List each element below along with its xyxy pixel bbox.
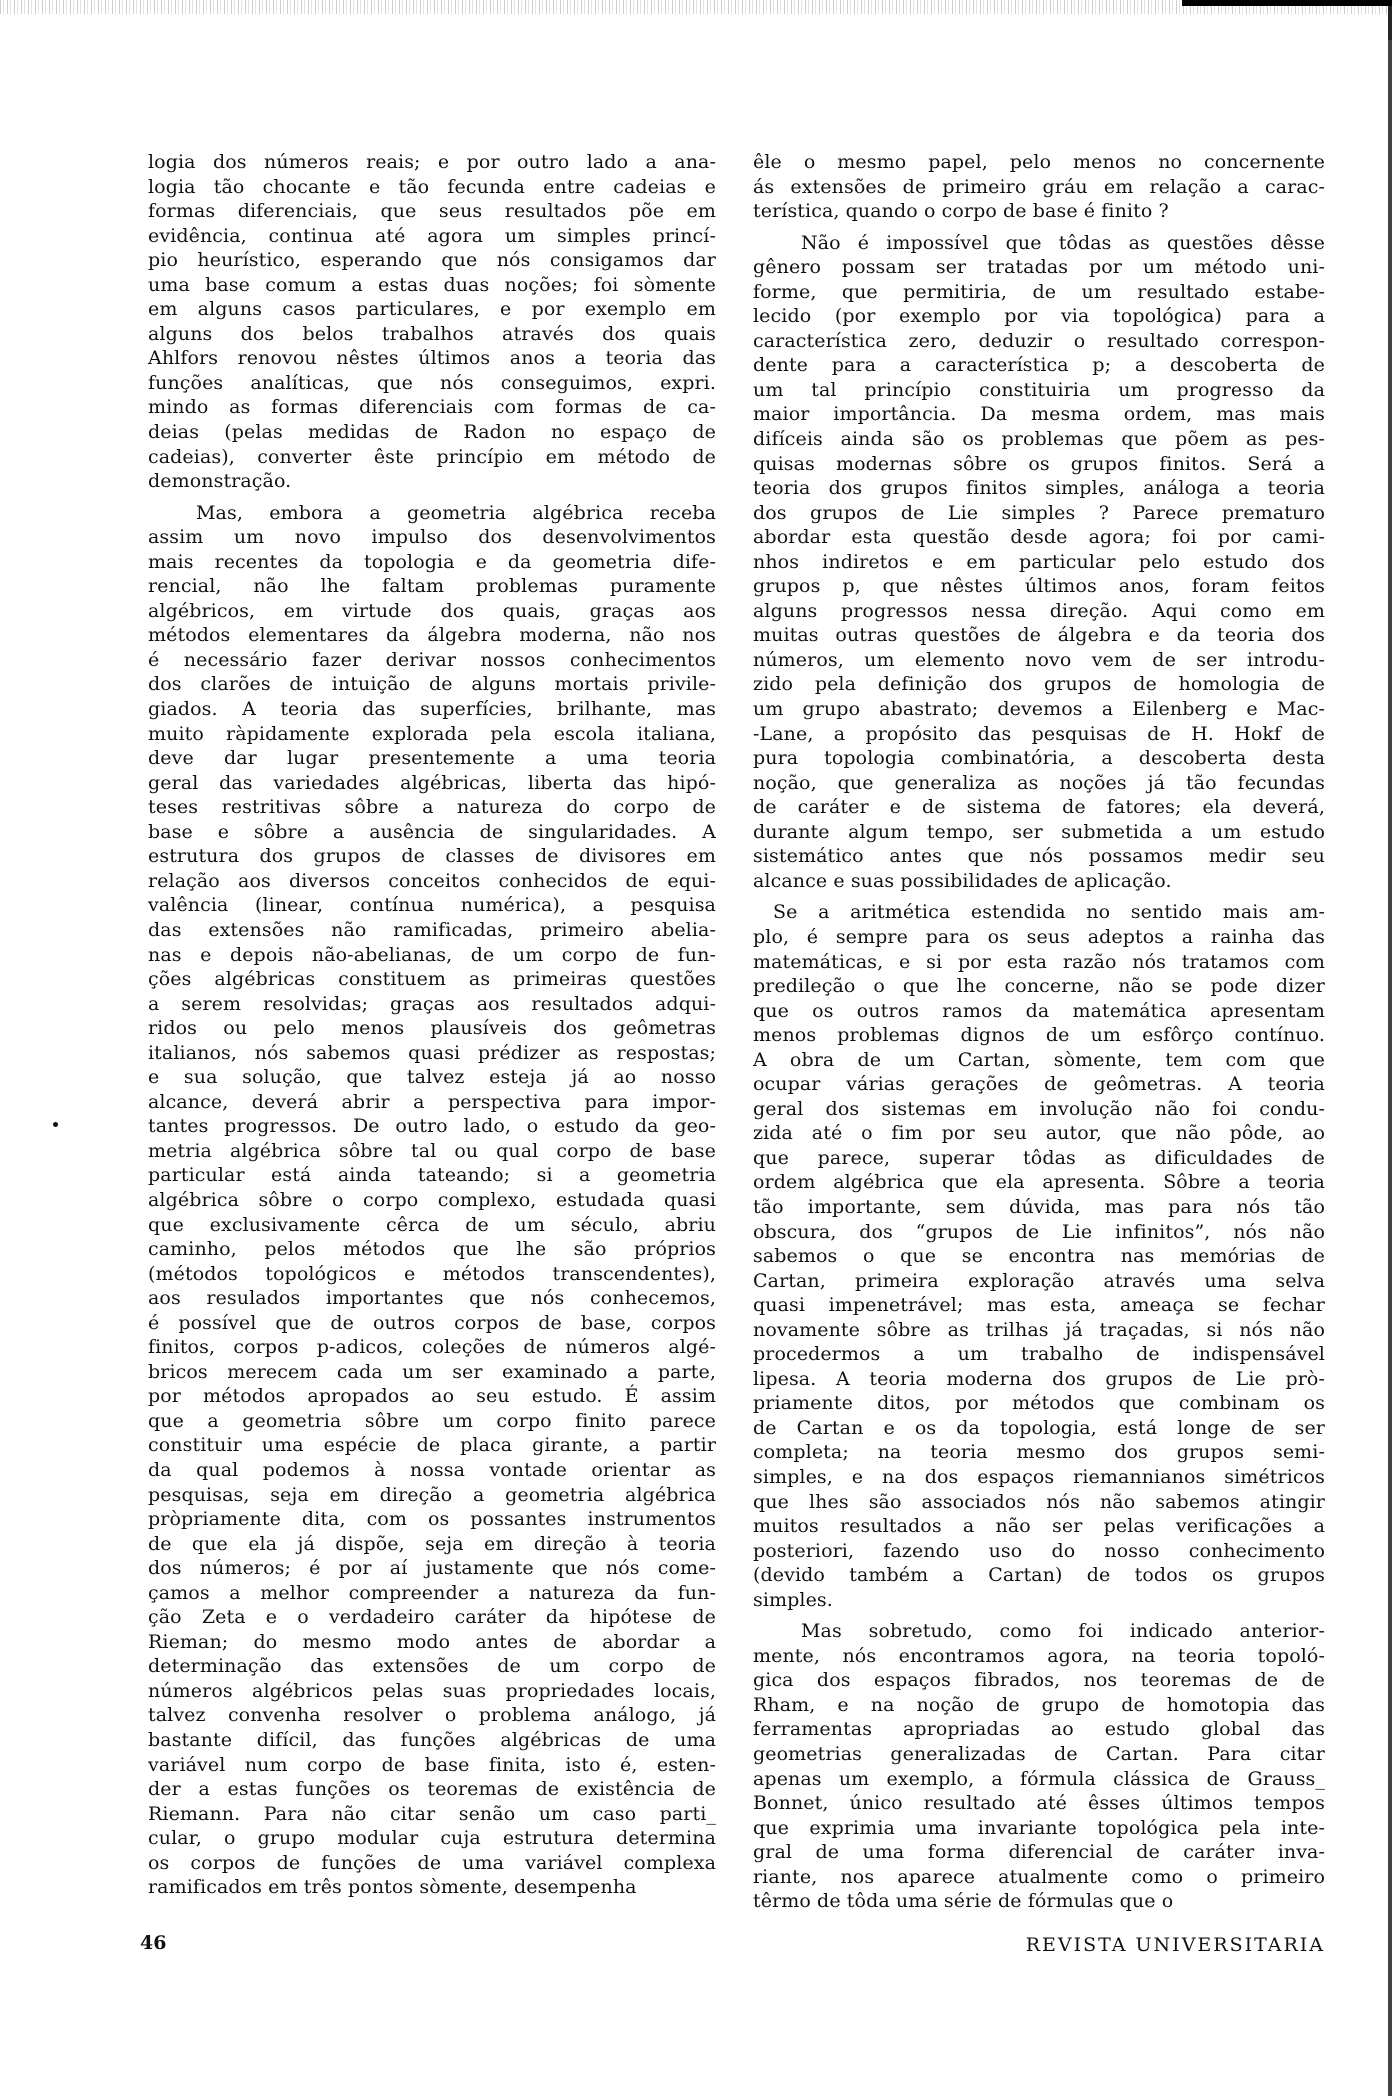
text-line: ções algébricas constituem as primeiras questões — [148, 968, 716, 991]
text-line: ocupar várias gerações de geômetras. A teoria — [753, 1073, 1325, 1096]
text-line: menos problemas dignos de um esfôrço contínuo. — [753, 1024, 1325, 1047]
text-line: por métodos apropados ao seu estudo. É assim — [148, 1385, 716, 1408]
text-line: que a geometria sôbre um corpo finito parece — [148, 1409, 716, 1432]
text-line: números, um elemento novo vem de ser introdu- — [753, 648, 1325, 671]
text-line: (métodos topológicos e métodos transcendentes), — [148, 1262, 716, 1285]
text-line: grupos p, que nêstes últimos anos, foram feitos — [753, 575, 1325, 598]
text-line: em alguns casos particulares, e por exemplo em — [148, 298, 716, 321]
scan-dark-corner — [1182, 0, 1392, 6]
text-line: simples. — [753, 1588, 833, 1611]
text-line: logia dos números reais; e por outro lado a ana- — [148, 151, 716, 173]
text-line: têrmo de tôda uma série de fórmulas que o — [753, 1890, 1174, 1913]
text-line: lecido (por exemplo por via topológica) para a — [753, 305, 1325, 328]
text-line: posteriori, fazendo uso do nosso conhecimento — [753, 1539, 1325, 1562]
text-line: alcance, deverá abrir a perspectiva para impor- — [148, 1090, 716, 1113]
paragraph — [148, 501, 716, 1900]
text-line: que parece, superar tôdas as dificuldades de — [753, 1146, 1325, 1169]
text-line: ção Zeta e o verdadeiro caráter da hipótese de — [148, 1606, 716, 1629]
text-line: êle o mesmo papel, pelo menos no concernente — [753, 151, 1325, 173]
text-line: que lhes são associados nós não sabemos atingir — [753, 1490, 1325, 1513]
text-line: que os outros ramos da matemática apresentam — [753, 999, 1325, 1022]
running-footer-journal-name: REVISTA UNIVERSITARIA — [1025, 1934, 1325, 1956]
text-line: cadeias), converter êste princípio em método de — [148, 445, 716, 468]
text-line: geral das variedades algébricas, liberta das hipó- — [148, 771, 716, 794]
text-line: procedermos a um trabalho de indispensável — [753, 1343, 1325, 1366]
text-line: alguns dos belos trabalhos através dos quais — [148, 322, 716, 345]
text-line: é possível que de outros corpos de base, corpos — [148, 1311, 716, 1334]
text-line: çamos a melhor compreender a natureza da fun- — [148, 1581, 716, 1604]
text-line: evidência, continua até agora um simples princí- — [148, 224, 716, 247]
text-line: Ahlfors renovou nêstes últimos anos a teoria das — [148, 347, 716, 370]
text-line: é necessário fazer derivar nossos conhecimentos — [148, 648, 716, 671]
text-line: que exclusivamente cêrca de um século, abriu — [148, 1213, 716, 1236]
text-line: deias (pelas medidas de Radon no espaço de — [148, 421, 716, 444]
text-line: tantes progressos. De outro lado, o estudo da geo- — [148, 1115, 716, 1138]
text-line: dos números; é por aí justamente que nós come- — [148, 1557, 716, 1580]
text-line: geral dos sistemas em involução não foi condu- — [753, 1097, 1325, 1120]
text-line: geometrias generalizadas de Cartan. Para citar — [753, 1743, 1325, 1765]
text-line: um tal princípio constituiria um progresso da — [753, 378, 1325, 401]
text-line: Rham, e na noção de grupo de homotopia das — [753, 1693, 1325, 1716]
paragraph — [148, 150, 716, 494]
text-line: maior importância. Da mesma ordem, mas mais — [753, 403, 1325, 426]
paragraph — [753, 1619, 1325, 1914]
text-line: apenas um exemplo, a fórmula clássica de Grauss_ — [753, 1767, 1325, 1790]
text-line: simples, e na dos espaços riemannianos simétricos — [753, 1465, 1325, 1488]
text-line: pesquisas, seja em direção a geometria algébrica — [148, 1483, 716, 1506]
text-line: alguns progressos nessa direção. Aqui como em — [753, 599, 1325, 622]
text-line: rencial, não lhe faltam problemas puramente — [148, 575, 716, 598]
text-line: bastante difícil, das funções algébricas de uma — [148, 1729, 716, 1751]
text-line: sabemos o que se encontra nas memórias de — [753, 1245, 1325, 1268]
text-line: e sua solução, que talvez esteja já ao nosso — [148, 1066, 716, 1089]
text-line: nhos indiretos e em particular pelo estudo dos — [753, 550, 1325, 573]
text-line: tão importante, sem dúvida, mas para nós tão — [753, 1195, 1325, 1218]
text-line: Mas, embora a geometria algébrica receba — [196, 501, 716, 524]
text-line: (devido também a Cartan) de todos os grupos — [753, 1564, 1325, 1587]
text-line: novamente sôbre as trilhas já traçadas, si nós não — [753, 1318, 1325, 1341]
text-line: deve dar lugar presentemente a uma teoria — [148, 747, 716, 770]
text-line: ridos ou pelo menos plausíveis dos geômetras — [148, 1017, 716, 1040]
text-line: ordem algébrica que ela apresenta. Sôbre a teoria — [753, 1171, 1325, 1194]
text-line: relação aos diversos conceitos conhecidos de equi- — [148, 869, 716, 892]
text-line: mais recentes da topologia e da geometria dife- — [148, 550, 716, 573]
text-line: quasi impenetrável; mas esta, ameaça se fechar — [753, 1294, 1325, 1317]
text-line: base e sôbre a ausência de singularidades. A — [148, 820, 716, 843]
text-line: zido pela definição dos grupos de homologia de — [753, 673, 1325, 696]
text-line: particular está ainda tateando; si a geometria — [148, 1164, 716, 1187]
text-line: métodos elementares da álgebra moderna, não nos — [148, 624, 716, 647]
right-column — [753, 150, 1325, 1914]
text-line: forme, que permitiria, de um resultado estabe- — [753, 280, 1325, 303]
text-line: difíceis ainda são os problemas que põem as pes- — [753, 428, 1325, 451]
text-line: dos clarões de intuição de alguns mortais privile- — [148, 673, 716, 696]
text-line: pio heurístico, esperando que nós consigamos dar — [148, 249, 716, 272]
text-line: ferramentas apropriadas ao estudo global das — [753, 1718, 1325, 1741]
text-line: -Lane, a propósito das pesquisas de H. Hokf de — [753, 722, 1325, 745]
text-line: caminho, pelos métodos que lhe são próprios — [148, 1238, 716, 1261]
text-line: muito ràpidamente explorada pela escola italiana, — [148, 722, 716, 745]
text-line: algébrica sôbre o corpo complexo, estudada quasi — [148, 1188, 716, 1211]
text-line: gênero possam ser tratadas por um método uni- — [753, 256, 1325, 279]
text-line: os corpos de funções de uma variável complexa — [148, 1851, 716, 1874]
text-line: bricos merecem cada um ser examinado a parte, — [148, 1360, 716, 1383]
text-line: predileção o que lhe concerne, não se pode dizer — [753, 975, 1325, 998]
text-line: terística, quando o corpo de base é finito ? — [753, 200, 1169, 223]
text-line: abordar esta questão desde agora; foi por cami- — [753, 526, 1325, 549]
text-line: demonstração. — [148, 470, 292, 493]
text-line: a serem resolvidas; graças aos resultados adqui- — [148, 992, 716, 1015]
text-line: teoria dos grupos finitos simples, análoga a teoria — [753, 477, 1325, 500]
text-line: der a estas funções os teoremas de existência de — [148, 1778, 716, 1801]
text-line: nas e depois não-abelianas, de um corpo de fun- — [148, 943, 716, 966]
text-line: dos grupos de Lie simples ? Parece prematuro — [753, 501, 1325, 524]
text-line: completa; na teoria mesmo dos grupos semi- — [753, 1441, 1325, 1464]
text-line: A obra de um Cartan, sòmente, tem com que — [753, 1048, 1325, 1071]
text-line: aos resulados importantes que nós conhecemos, — [148, 1287, 716, 1310]
text-line: de que ela já dispõe, seja em direção à teoria — [148, 1532, 716, 1555]
text-line: muitos resultados a não ser pelas verificações a — [753, 1515, 1325, 1538]
text-line: Mas sobretudo, como foi indicado anterior- — [801, 1620, 1325, 1643]
left-column — [148, 150, 716, 1900]
text-line: das extensões não ramificadas, primeiro abelia- — [148, 918, 716, 941]
text-line: Riemann. Para não citar senão um caso parti_ — [148, 1802, 716, 1825]
text-line: uma base comum a estas duas noções; foi sòmente — [148, 273, 716, 296]
text-line: logia tão chocante e tão fecunda entre cadeias e — [148, 175, 716, 198]
text-line: determinação das extensões de um corpo de — [148, 1655, 716, 1678]
scan-page-edge — [1388, 0, 1392, 2096]
text-line: gica dos espaços fibrados, nos teoremas de de — [753, 1669, 1325, 1692]
text-line: mente, nós encontramos agora, na teoria topoló- — [753, 1644, 1325, 1667]
text-line: Bonnet, único resultado até êsses últimos tempos — [753, 1792, 1325, 1815]
text-line: números algébricos pelas suas propriedades locais, — [148, 1679, 716, 1702]
page-number: 46 — [140, 1932, 167, 1954]
text-line: talvez convenha resolver o problema análogo, já — [148, 1704, 716, 1727]
text-line: finitos, corpos p-adicos, coleções de números algé- — [148, 1336, 716, 1359]
text-line: obscura, dos “grupos de Lie infinitos”, nós não — [753, 1220, 1325, 1243]
text-line: estrutura dos grupos de classes de divisores em — [148, 845, 716, 868]
text-line: italianos, nós sabemos quasi prédizer as respostas; — [148, 1041, 716, 1064]
paragraph — [753, 900, 1325, 1612]
text-line: da qual podemos à nossa vontade orientar as — [148, 1458, 716, 1481]
text-line: cular, o grupo modular cuja estrutura determina — [148, 1827, 716, 1850]
paragraph — [753, 231, 1325, 894]
text-line: matemáticas, e si por esta razão nós tratamos com — [753, 950, 1325, 973]
text-line: formas diferenciais, que seus resultados põe em — [148, 200, 716, 223]
text-line: sistemático antes que nós possamos medir seu — [753, 845, 1325, 868]
text-line: dente para a característica p; a descoberta de — [753, 354, 1325, 377]
text-line: de caráter e de sistema de fatores; ela deverá, — [753, 796, 1325, 819]
text-line: noção, que generaliza as noções já tão fecundas — [753, 771, 1325, 794]
text-line: lipesa. A teoria moderna dos grupos de Lie prò- — [753, 1367, 1325, 1390]
text-line: constituir uma espécie de placa girante, a partir — [148, 1434, 716, 1457]
text-line: muitas outras questões de álgebra e da teoria dos — [753, 624, 1325, 647]
text-line: metria algébrica sôbre tal ou qual corpo de base — [148, 1139, 716, 1162]
text-line: ás extensões de primeiro gráu em relação a carac- — [753, 175, 1325, 198]
text-line: quisas modernas sôbre os grupos finitos. Será a — [753, 452, 1325, 475]
text-line: de Cartan e os da topologia, está longe de ser — [753, 1416, 1325, 1439]
text-line: Não é impossível que tôdas as questões dêsse — [801, 231, 1325, 254]
text-line: variável num corpo de base finita, isto é, esten- — [148, 1753, 716, 1776]
text-line: que exprimia uma invariante topológica pela inte- — [753, 1816, 1325, 1839]
text-line: assim um novo impulso dos desenvolvimentos — [148, 526, 716, 549]
text-line: funções analíticas, que nós conseguimos, expri. — [148, 371, 716, 394]
text-line: Se a aritmética estendida no sentido mais am- — [773, 901, 1325, 924]
text-line: ramificados em três pontos sòmente, desempenha — [148, 1876, 637, 1899]
text-line: um grupo abastrato; devemos a Eilenberg e Mac- — [753, 698, 1325, 721]
text-line: Rieman; do mesmo modo antes de abordar a — [148, 1630, 716, 1653]
text-line: valência (linear, contínua numérica), a pesquisa — [148, 894, 716, 917]
text-line: riante, nos aparece atualmente como o primeiro — [753, 1865, 1325, 1888]
margin-bullet-mark — [53, 1122, 58, 1127]
text-line: mindo as formas diferenciais com formas de ca- — [148, 396, 716, 419]
text-line: característica zero, deduzir o resultado correspon- — [753, 329, 1325, 352]
text-line: priamente ditos, por métodos que combinam os — [753, 1392, 1325, 1415]
paragraph — [753, 150, 1325, 224]
text-line: pura topologia combinatória, a descoberta desta — [753, 747, 1325, 770]
text-line: teses restritivas sôbre a natureza do corpo de — [148, 796, 716, 819]
text-line: durante algum tempo, ser submetida a um estudo — [753, 820, 1325, 843]
text-line: gral de uma forma diferencial de caráter inva- — [753, 1841, 1325, 1864]
text-line: algébricos, em virtude dos quais, graças aos — [148, 599, 716, 622]
text-line: pròpriamente dita, com os possantes instrumentos — [148, 1508, 716, 1531]
text-line: zida até o fim por seu autor, que não pôde, ao — [753, 1122, 1325, 1145]
text-line: plo, é sempre para os seus adeptos a rainha das — [753, 925, 1325, 948]
text-line: Cartan, primeira exploração através uma selva — [753, 1269, 1325, 1292]
text-line: alcance e suas possibilidades de aplicação. — [753, 869, 1172, 892]
text-line: giados. A teoria das superfícies, brilhante, mas — [148, 698, 716, 721]
